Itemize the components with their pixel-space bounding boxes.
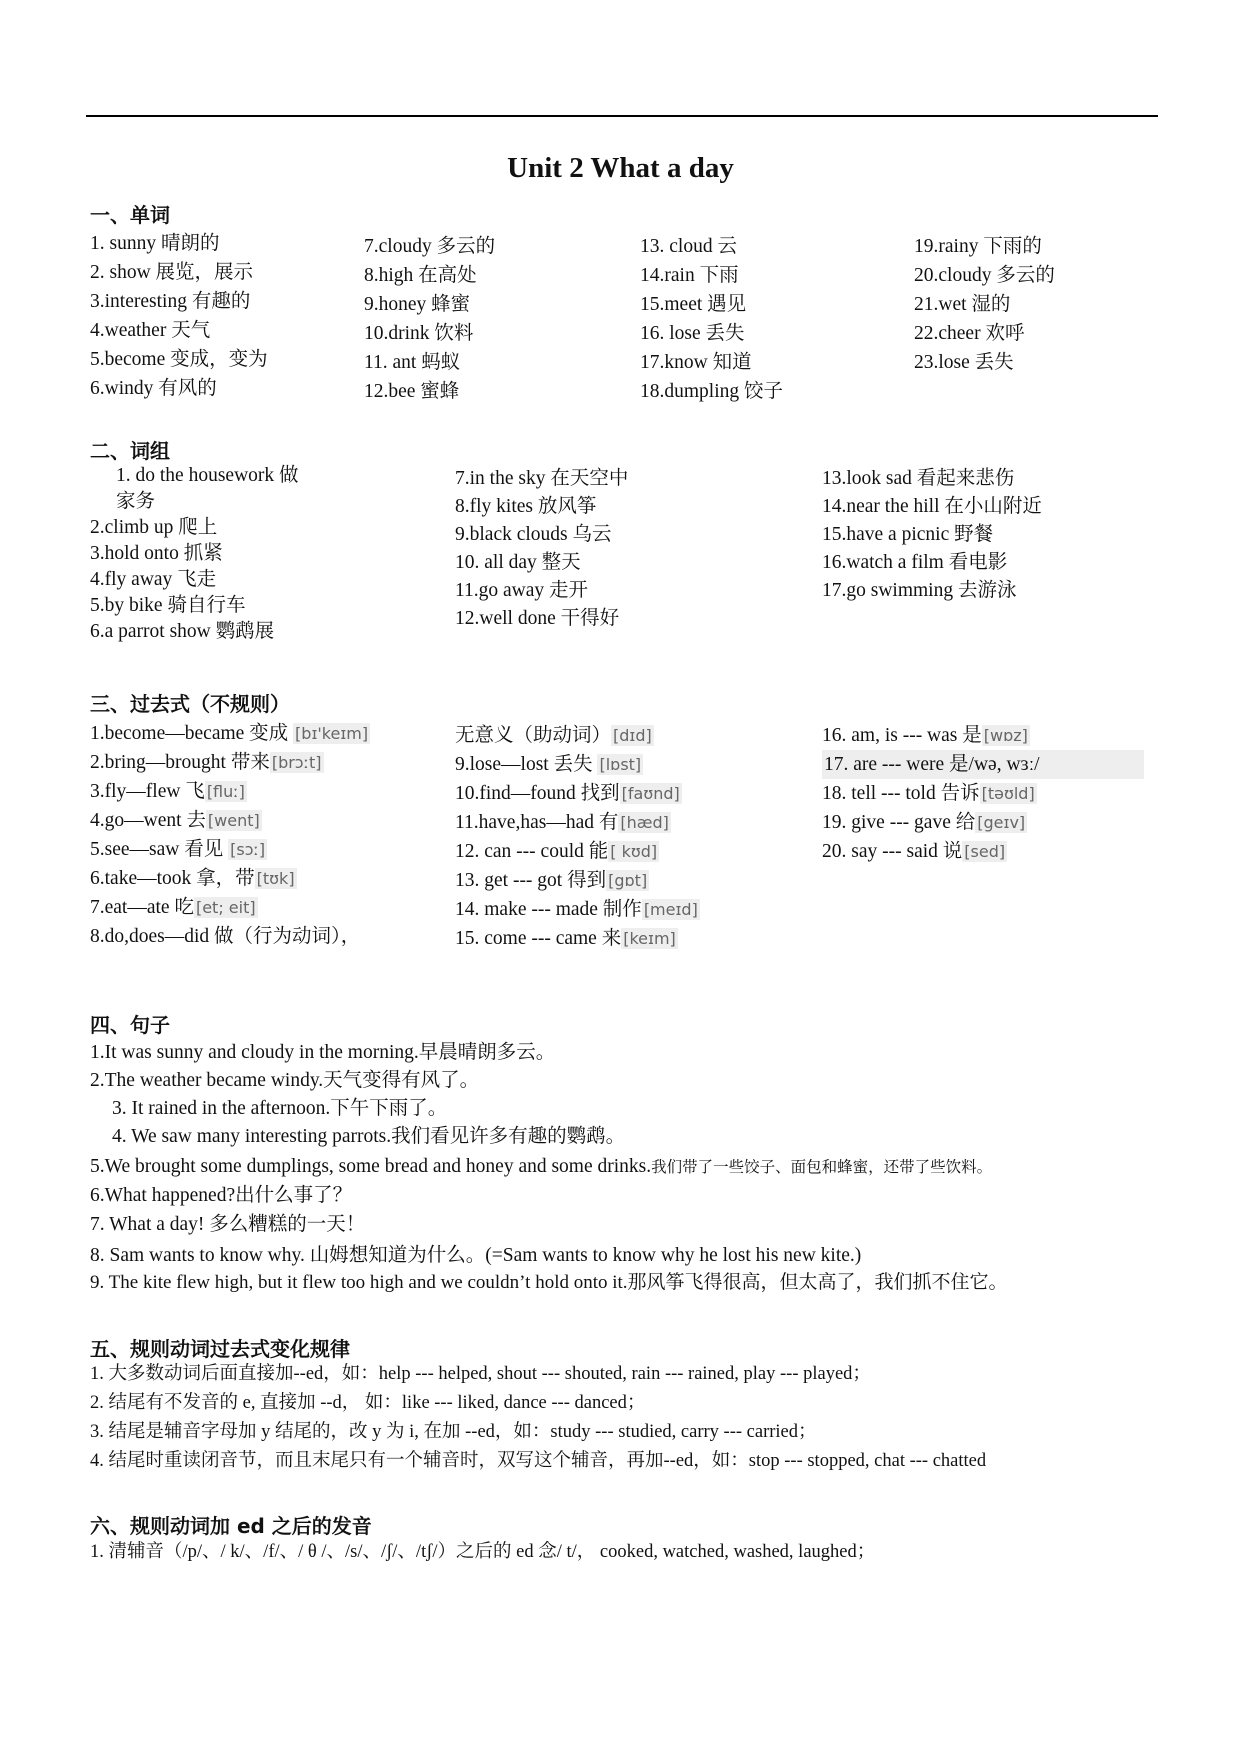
- section-heading-pronunciation: 六、规则动词加 ed 之后的发音: [90, 1514, 372, 1538]
- phonetic-transcription: [keɪm]: [623, 929, 676, 948]
- phonetic-transcription: [brɔːt]: [271, 753, 322, 772]
- word-item: 22.cheer 欢呼: [914, 323, 1025, 344]
- words-col-2: [364, 232, 495, 406]
- past-tense-item: [90, 806, 370, 835]
- phonetic-transcription: [wɒz]: [983, 726, 1028, 745]
- word-item: 3.interesting 有趣的: [90, 291, 251, 312]
- phrase-item: 10. all day 整天: [455, 552, 581, 573]
- word-item: 1. sunny 晴朗的: [90, 233, 220, 254]
- sentence-9: 9. The kite flew high, but it flew too high and we couldn’t hold onto it.那风筝飞得很高，但太高了，我们抓不住它。: [90, 1272, 1008, 1293]
- sentence-6: 6.What happened?出什么事了？: [90, 1185, 353, 1206]
- phrase-item: 2.climb up 爬上: [90, 517, 218, 538]
- past-tense-text: 14. make --- made 制作: [455, 899, 642, 920]
- phrase-item: 16.watch a film 看电影: [822, 552, 1008, 573]
- section-heading-words: 一、单词: [90, 203, 170, 227]
- rule-3: 3. 结尾是辅音字母加 y 结尾的，改 y 为 i, 在加 --ed，如：study --- studied, carry --- carried；: [90, 1422, 817, 1442]
- phonetic-transcription: [tʊk]: [256, 869, 295, 888]
- rule-2: 2. 结尾有不发音的 e, 直接加 --d， 如：like --- liked, dance --- danced；: [90, 1393, 646, 1413]
- past-tense-text: 18. tell --- told 告诉: [822, 783, 980, 804]
- word-item: 20.cloudy 多云的: [914, 265, 1055, 286]
- past-tense-item: [822, 779, 1144, 808]
- past-tense-item: [90, 748, 370, 777]
- section-heading-rules: 五、规则动词过去式变化规律: [90, 1337, 350, 1361]
- phonetic-transcription: [et; eit]: [195, 898, 256, 917]
- phonetic-transcription: [dɪd]: [613, 726, 652, 745]
- phonetic-transcription: [lɒst]: [599, 755, 642, 774]
- past-tense-item: [455, 924, 700, 953]
- word-item: 6.windy 有风的: [90, 378, 217, 399]
- past-tense-text: 2.bring—brought 带来: [90, 752, 270, 773]
- word-item: 10.drink 饮料: [364, 323, 474, 344]
- past-tense-item: [822, 837, 1144, 866]
- word-item: 16. lose 丢失: [640, 323, 745, 344]
- sentence-5: [90, 1152, 992, 1182]
- word-item: 11. ant 蚂蚁: [364, 352, 461, 373]
- phonetic-transcription: [sɔː]: [230, 840, 266, 859]
- sentence-7: 7. What a day! 多么糟糕的一天！: [90, 1214, 366, 1235]
- words-col-3: [640, 232, 783, 406]
- phrases-col-3: [822, 465, 1042, 605]
- header-rule: [86, 115, 1158, 117]
- phrase-item: 6.a parrot show 鹦鹉展: [90, 621, 275, 642]
- phrase-item: 3.hold onto 抓紧: [90, 543, 223, 564]
- phrase-item: 11.go away 走开: [455, 580, 589, 601]
- phrase-item: 12.well done 干得好: [455, 608, 620, 629]
- phonetic-transcription: [faʊnd]: [621, 784, 680, 803]
- phrase-item: 7.in the sky 在天空中: [455, 468, 629, 489]
- phrases-col-2: [455, 465, 628, 633]
- word-item: 8.high 在高处: [364, 265, 477, 286]
- past-tense-text: 3.fly—flew 飞: [90, 781, 205, 802]
- phonetic-transcription: [bɪ'keɪm]: [295, 724, 369, 743]
- past-tense-text: 11.have,has—had 有: [455, 812, 619, 833]
- phrase-item: 4.fly away 飞走: [90, 569, 217, 590]
- pronunciation-1: 1. 清辅音（/p/、/ k/、/f/、/ θ /、/s/、/ʃ/、/tʃ/）之后的 ed 念/ t/， cooked, watched, washed, laughed；: [90, 1542, 876, 1562]
- phrase-item: 家务: [116, 491, 156, 512]
- past-tense-text: 16. am, is --- was 是: [822, 725, 982, 746]
- word-item: 4.weather 天气: [90, 320, 211, 341]
- rule-1: 1. 大多数动词后面直接加--ed，如：help --- helped, shout --- shouted, rain --- rained, play --- played；: [90, 1364, 871, 1384]
- phrase-item: 15.have a picnic 野餐: [822, 524, 994, 545]
- past-tense-text: 6.take—took 拿，带: [90, 868, 255, 889]
- past-tense-text: 无意义（助动词）: [455, 725, 612, 746]
- phonetic-transcription: [gɒt]: [608, 871, 648, 890]
- past-tense-text: 5.see—saw 看见: [90, 839, 229, 860]
- past-tense-item: [455, 779, 700, 808]
- phrase-item: 9.black clouds 乌云: [455, 524, 612, 545]
- phonetic-transcription: [sed]: [964, 842, 1006, 861]
- past-tense-item: [822, 750, 1144, 779]
- past-tense-text: 13. get --- got 得到: [455, 870, 607, 891]
- past-tense-item: [455, 750, 700, 779]
- phonetic-transcription: [hæd]: [620, 813, 669, 832]
- past-tense-item: [455, 808, 700, 837]
- sentence-5-en: 5.We brought some dumplings, some bread and honey and some drinks.: [90, 1156, 652, 1177]
- phonetic-transcription: [meɪd]: [643, 900, 698, 919]
- word-item: 14.rain 下雨: [640, 265, 739, 286]
- phonetic-transcription: [fluː]: [206, 782, 245, 801]
- phrase-item: 13.look sad 看起来悲伤: [822, 468, 1015, 489]
- word-item: 19.rainy 下雨的: [914, 236, 1042, 257]
- past-tense-text: 7.eat—ate 吃: [90, 897, 194, 918]
- past-tense-item: [90, 893, 370, 922]
- sentence-5-cn: 我们带了一些饺子、面包和蜂蜜，还带了些饮料。: [651, 1159, 993, 1176]
- phonetic-transcription: [geɪv]: [977, 813, 1026, 832]
- word-item: 5.become 变成，变为: [90, 349, 268, 370]
- word-item: 15.meet 遇见: [640, 294, 747, 315]
- sentence-8: 8. Sam wants to know why. 山姆想知道为什么。(=Sam wants to know why he lost his new kite.): [90, 1245, 862, 1266]
- phrase-item: 14.near the hill 在小山附近: [822, 496, 1042, 517]
- section-heading-past-tense: 三、过去式（不规则）: [90, 692, 290, 716]
- past-tense-text: 15. come --- came 来: [455, 928, 622, 949]
- word-item: 9.honey 蜂蜜: [364, 294, 471, 315]
- past-tense-item: [455, 721, 700, 750]
- phonetic-transcription: [ kʊd]: [610, 842, 658, 861]
- word-item: 18.dumpling 饺子: [640, 381, 784, 402]
- section-heading-phrases: 二、词组: [90, 439, 170, 463]
- word-item: 13. cloud 云: [640, 236, 737, 257]
- past-tense-text: 17. are --- were 是/wə, wɜː/: [824, 754, 1040, 775]
- word-item: 2. show 展览，展示: [90, 262, 254, 283]
- word-item: 7.cloudy 多云的: [364, 236, 496, 257]
- past-tense-text: 9.lose—lost 丢失: [455, 754, 598, 775]
- past-tense-text: 4.go—went 去: [90, 810, 206, 831]
- sentence-4: 4. We saw many interesting parrots.我们看见许多有趣的鹦鹉。: [112, 1126, 626, 1147]
- past-tense-text: 12. can --- could 能: [455, 841, 609, 862]
- phonetic-transcription: [təʊld]: [981, 784, 1035, 803]
- past-tense-text: 1.become—became 变成: [90, 723, 294, 744]
- past-col-2: [455, 721, 700, 953]
- past-tense-item: [90, 835, 370, 864]
- phrase-item: 17.go swimming 去游泳: [822, 580, 1017, 601]
- past-tense-text: 8.do,does—did 做（行为动词），: [90, 926, 361, 947]
- past-tense-item: [822, 808, 1144, 837]
- phrase-item: 8.fly kites 放风筝: [455, 496, 597, 517]
- words-col-1: [90, 229, 268, 403]
- page-title: Unit 2 What a day: [507, 152, 734, 184]
- words-col-4: [914, 232, 1055, 377]
- past-tense-item: [455, 866, 700, 895]
- word-item: 23.lose 丢失: [914, 352, 1014, 373]
- sentence-1: 1.It was sunny and cloudy in the morning.早晨晴朗多云。: [90, 1042, 556, 1063]
- past-col-1: [90, 719, 370, 951]
- past-tense-item: [90, 777, 370, 806]
- past-tense-item: [822, 721, 1144, 750]
- past-col-3: [822, 721, 1144, 866]
- word-item: 17.know 知道: [640, 352, 752, 373]
- past-tense-text: 10.find—found 找到: [455, 783, 620, 804]
- past-tense-item: [90, 864, 370, 893]
- phrase-item: 1. do the housework 做: [116, 465, 299, 486]
- word-item: 12.bee 蜜蜂: [364, 381, 460, 402]
- phrase-item: 5.by bike 骑自行车: [90, 595, 246, 616]
- sentence-2: 2.The weather became windy.天气变得有风了。: [90, 1070, 480, 1091]
- past-tense-item: [455, 895, 700, 924]
- rule-4: 4. 结尾时重读闭音节，而且末尾只有一个辅音时，双写这个辅音，再加--ed，如：stop --- stopped, chat --- chatted: [90, 1451, 987, 1471]
- phonetic-transcription: [went]: [207, 811, 260, 830]
- word-item: 21.wet 湿的: [914, 294, 1011, 315]
- sentence-3: 3. It rained in the afternoon.下午下雨了。: [112, 1098, 448, 1119]
- past-tense-item: [90, 719, 370, 748]
- past-tense-item: [90, 922, 370, 951]
- past-tense-item: [455, 837, 700, 866]
- past-tense-text: 20. say --- said 说: [822, 841, 963, 862]
- past-tense-text: 19. give --- gave 给: [822, 812, 976, 833]
- section-heading-sentences: 四、句子: [90, 1013, 170, 1037]
- phrases-col-1: [90, 463, 299, 645]
